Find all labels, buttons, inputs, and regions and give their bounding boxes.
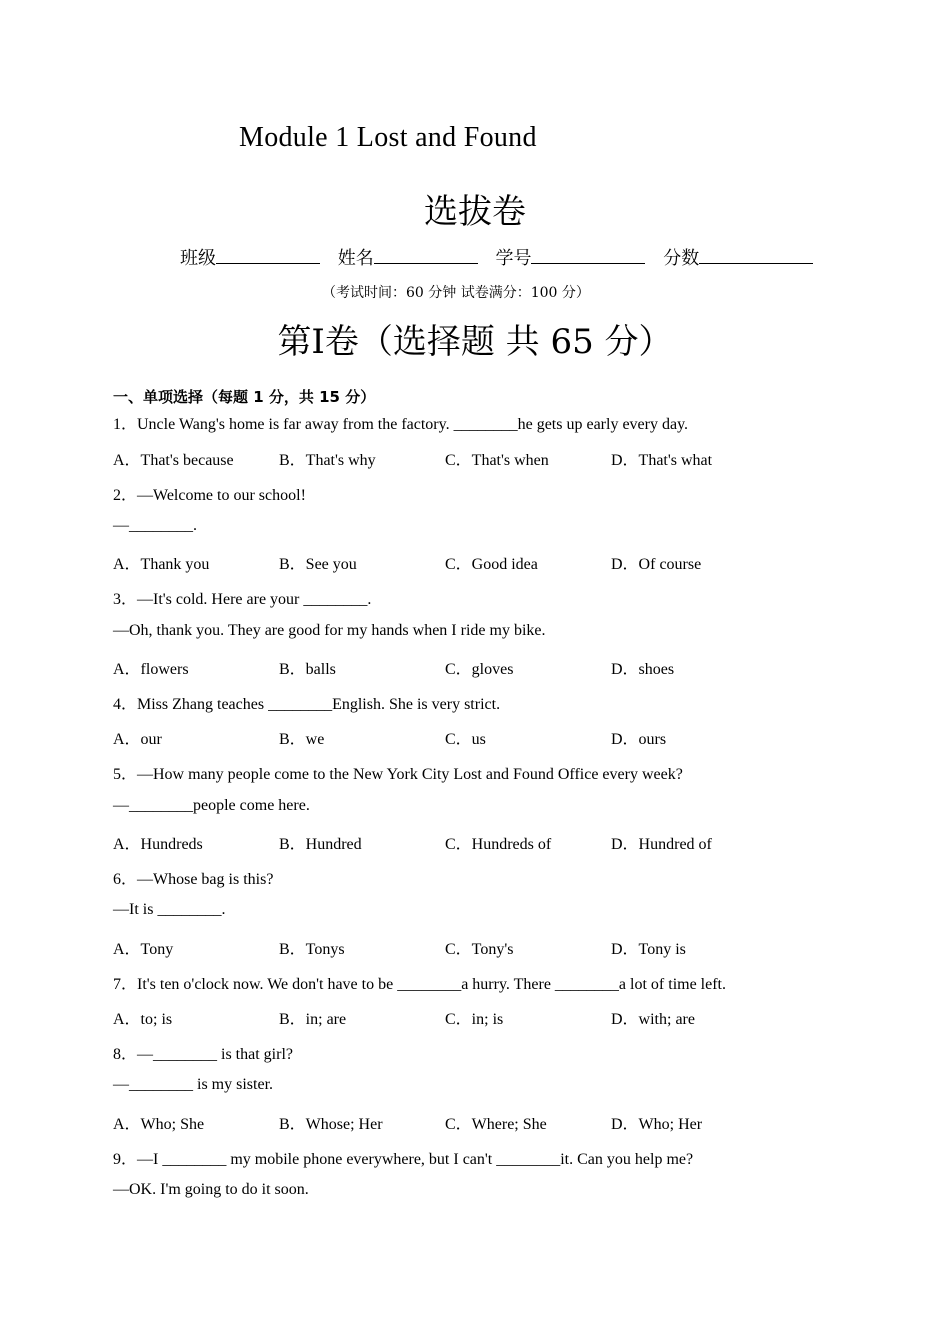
class-label: 班级 — [180, 248, 216, 269]
question-1-option-a: A．That's because — [113, 452, 234, 469]
question-4-option-b: B．we — [279, 731, 325, 748]
question-8-option-b: B．Whose; Her — [279, 1116, 383, 1133]
question-8-reply: —________ is my sister. — [113, 1076, 274, 1093]
question-8-option-c: C．Where; She — [445, 1116, 547, 1133]
question-7-option-d: D．with; are — [611, 1011, 695, 1028]
score-field — [663, 248, 813, 269]
question-7-option-c: C．in; is — [445, 1011, 504, 1028]
question-9-reply: —OK. I'm going to do it soon. — [113, 1181, 309, 1198]
question-6-stem: 6．—Whose bag is this? — [113, 871, 274, 888]
score-label: 分数 — [663, 248, 700, 269]
part-title: 第Ⅰ卷（选择题 共 65 分） — [277, 322, 673, 362]
student-id-label: 学号 — [495, 248, 532, 269]
question-5-option-d: D．Hundred of — [611, 836, 712, 853]
question-2-reply: —________. — [113, 517, 197, 534]
question-2-stem: 2．—Welcome to our school! — [113, 487, 306, 504]
question-7-option-a: A．to; is — [113, 1011, 173, 1028]
question-3-option-a: A．flowers — [113, 661, 189, 678]
question-6-option-d: D．Tony is — [611, 941, 686, 958]
question-3-option-d: D．shoes — [611, 661, 675, 678]
question-2-option-c: C．Good idea — [445, 556, 538, 573]
name-field — [338, 248, 478, 269]
exam-time-note: （考试时间：60 分钟 试卷满分：100 分） — [322, 285, 590, 301]
question-1-option-d: D．That's what — [611, 452, 713, 469]
question-1-option-c: C．That's when — [445, 452, 549, 469]
question-1-option-b: B．That's why — [279, 452, 376, 469]
question-6-reply: —It is ________. — [113, 901, 226, 918]
question-3-option-c: C．gloves — [445, 661, 514, 678]
student-info-line — [180, 244, 825, 270]
question-4-option-a: A．our — [113, 731, 162, 748]
score-blank — [699, 262, 813, 264]
name-blank — [374, 262, 478, 264]
question-4-option-d: D．ours — [611, 731, 667, 748]
question-6-option-b: B．Tonys — [279, 941, 345, 958]
question-5-option-b: B．Hundred — [279, 836, 362, 853]
section-title: 一、单项选择（每题 1 分，共 15 分） — [113, 388, 376, 406]
question-2-option-b: B．See you — [279, 556, 357, 573]
question-7-option-b: B．in; are — [279, 1011, 347, 1028]
question-5-option-c: C．Hundreds of — [445, 836, 552, 853]
module-title: Module 1 Lost and Found — [239, 122, 537, 153]
question-6-option-a: A．Tony — [113, 941, 174, 958]
class-field — [180, 248, 320, 269]
question-3-option-b: B．balls — [279, 661, 336, 678]
student-id-blank — [531, 262, 645, 264]
question-3-reply: —Oh, thank you. They are good for my hands when I ride my bike. — [113, 622, 546, 639]
question-4-stem: 4．Miss Zhang teaches ________English. She is very strict. — [113, 696, 501, 713]
name-label: 姓名 — [337, 248, 374, 269]
exam-type-title: 选拔卷 — [424, 192, 526, 232]
class-blank — [216, 262, 320, 264]
question-9-stem: 9．—I ________ my mobile phone everywhere, but I can't ________it. Can you help me? — [113, 1151, 694, 1168]
question-4-option-c: C．us — [445, 731, 486, 748]
student-id-field — [495, 248, 645, 269]
question-5-stem: 5．—How many people come to the New York City Lost and Found Office every week? — [113, 766, 683, 783]
question-3-stem: 3．—It's cold. Here are your ________. — [113, 591, 372, 608]
question-2-option-d: D．Of course — [611, 556, 702, 573]
question-7-stem: 7．It's ten o'clock now. We don't have to be ________a hurry. There ________a lot of time left. — [113, 976, 726, 993]
question-5-option-a: A．Hundreds — [113, 836, 203, 853]
question-6-option-c: C．Tony's — [445, 941, 514, 958]
question-8-stem: 8．—________ is that girl? — [113, 1046, 293, 1063]
question-5-reply: —________people come here. — [113, 797, 310, 814]
question-2-option-a: A．Thank you — [113, 556, 210, 573]
question-8-option-d: D．Who; Her — [611, 1116, 703, 1133]
question-8-option-a: A．Who; She — [113, 1116, 205, 1133]
question-1-stem: 1．Uncle Wang's home is far away from the factory. ________he gets up early every day. — [113, 416, 689, 433]
